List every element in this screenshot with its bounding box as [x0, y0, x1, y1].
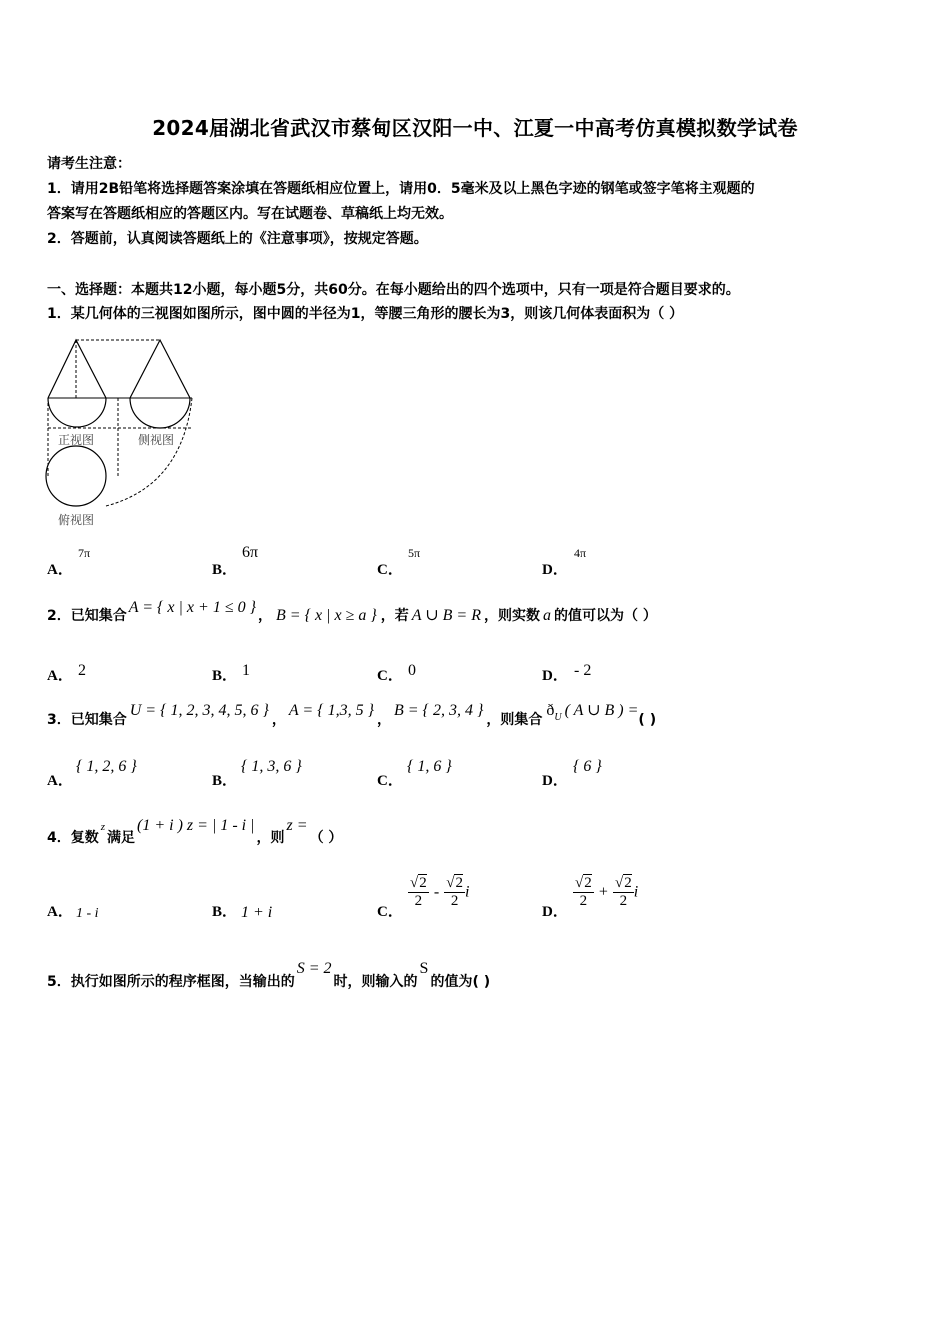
- side-semicircle: [130, 398, 190, 428]
- q3-set-u: U = { 1, 2, 3, 4, 5, 6 }: [129, 702, 269, 719]
- notice-line-2: 2．答题前，认真阅读答题纸上的《注意事项》，按规定答题。: [47, 231, 428, 247]
- q2-line: [47, 599, 657, 625]
- q4-option-b-value: 1 + i: [241, 904, 273, 921]
- q3-option-b-value: { 1, 3, 6 }: [241, 758, 302, 775]
- q2-option-d-value: - 2: [574, 662, 592, 679]
- q1-option-a[interactable]: A．: [47, 562, 73, 578]
- front-triangle: [48, 340, 106, 398]
- q3-option-c-value: { 1, 6 }: [407, 758, 452, 775]
- page-title: 2024届湖北省武汉市蔡甸区汉阳一中、江夏一中高考仿真模拟数学试卷: [152, 116, 798, 140]
- q3-option-b[interactable]: B．: [212, 773, 238, 789]
- q1-option-d-value: 4π: [574, 546, 587, 560]
- q3-option-d-value: { 6 }: [573, 758, 602, 775]
- q2-set-b: B = { x | x ≥ a }: [276, 607, 377, 624]
- q4-option-b[interactable]: B．: [212, 904, 238, 920]
- q4-pre: 4．复数: [47, 830, 99, 846]
- q4-mid: 满足: [107, 830, 136, 846]
- q3-option-d[interactable]: D．: [542, 773, 568, 789]
- front-semicircle: [48, 398, 106, 427]
- q2-mid: ，若: [380, 608, 409, 624]
- q2-option-b-value: 1: [242, 662, 250, 679]
- q4-option-d-value: [573, 874, 638, 910]
- q5-var: S: [419, 960, 429, 977]
- q5-end: 的值为( ): [430, 974, 491, 990]
- imag-unit: i: [464, 883, 470, 901]
- q4-option-c[interactable]: C．: [377, 904, 403, 920]
- notice-line-1: 1．请用2B铅笔将选择题答案涂填在答题纸相应位置上，请用0．5毫米及以上黑色字迹的钢笔或签字笔将主观题的: [47, 181, 755, 197]
- q4-line: [47, 815, 343, 846]
- q5-mid: 时，则输入的: [333, 974, 418, 990]
- q1-option-a-value: 7π: [78, 546, 91, 560]
- top-circle: [46, 446, 106, 506]
- q3-option-a-value: { 1, 2, 6 }: [76, 758, 137, 775]
- three-view-figure: [42, 336, 202, 531]
- q2-end: 的值可以为（ ）: [554, 608, 657, 624]
- q2-option-a-value: 2: [78, 662, 86, 679]
- plus-sign: +: [598, 883, 608, 901]
- q2-comma: ，: [258, 608, 273, 624]
- side-triangle: [130, 340, 190, 398]
- q4-end: （ ）: [309, 830, 343, 846]
- notice-heading: 请考生注意：: [47, 156, 131, 172]
- q2-var: a: [543, 607, 551, 624]
- q1-text: 1．某几何体的三视图如图所示，图中圆的半径为1，等腰三角形的腰长为3，则该几何体表面积为（ ）: [47, 306, 684, 322]
- q3-sep-1: ，: [271, 712, 286, 728]
- q2-option-b[interactable]: B．: [212, 668, 238, 684]
- label-front: 正视图: [58, 433, 95, 447]
- q3-set-b: B = { 2, 3, 4 }: [393, 702, 484, 719]
- q2-option-c[interactable]: C．: [377, 668, 403, 684]
- q2-option-a[interactable]: A．: [47, 668, 73, 684]
- q1-option-b[interactable]: B．: [212, 562, 238, 578]
- arc-dash: [106, 398, 192, 506]
- q4-post: ，则: [256, 830, 285, 846]
- q1-option-d[interactable]: D．: [542, 562, 568, 578]
- minus-sign: -: [433, 883, 440, 901]
- q1-option-c-value: 5π: [408, 546, 421, 560]
- q2-option-c-value: 0: [408, 662, 416, 679]
- q2-set-a: A = { x | x + 1 ≤ 0 }: [128, 599, 257, 616]
- frac-3: $\frac{√2}{2}$: [575, 875, 592, 909]
- frac-1: $\frac{√2}{2}$: [410, 875, 427, 909]
- q4-option-d[interactable]: D．: [542, 904, 568, 920]
- q3-complement: ð: [546, 702, 555, 719]
- q4-eq2: z =: [286, 817, 308, 834]
- q3-line: [47, 700, 657, 728]
- q2-pre: 2．已知集合: [47, 608, 127, 624]
- frac-2: $\frac{√2}{2}$: [446, 875, 463, 909]
- q4-eq: (1 + i ) z = | 1 - i |: [137, 817, 255, 834]
- q3-expr: ( A ∪ B ) =: [564, 702, 639, 719]
- q3-pre: 3．已知集合: [47, 712, 127, 728]
- q2-post: ，则实数: [484, 608, 540, 624]
- q3-set-a: A = { 1,3, 5 }: [288, 702, 374, 719]
- q3-end: ( ): [638, 712, 657, 728]
- q2-option-d[interactable]: D．: [542, 668, 568, 684]
- q3-option-c[interactable]: C．: [377, 773, 403, 789]
- q3-option-a[interactable]: A．: [47, 773, 73, 789]
- q4-var: z: [100, 821, 106, 833]
- q5-pre: 5．执行如图所示的程序框图，当输出的: [47, 974, 295, 990]
- q1-option-c[interactable]: C．: [377, 562, 403, 578]
- frac-4: $\frac{√2}{2}$: [614, 875, 632, 909]
- q5-eq: S = 2: [296, 960, 332, 977]
- q1-option-b-value: 6π: [242, 544, 259, 561]
- q2-cond: A ∪ B = R: [411, 607, 481, 624]
- q3-post: ，则集合: [486, 712, 543, 728]
- imag-unit-2: i: [633, 883, 639, 901]
- notice-line-1b: 答案写在答题纸相应的答题区内。写在试题卷、草稿纸上均无效。: [47, 206, 453, 222]
- q4-option-a[interactable]: A．: [47, 904, 73, 920]
- q4-option-c-value: [408, 874, 469, 910]
- q4-option-a-value: 1 - i: [76, 906, 99, 921]
- q3-sub: U: [554, 712, 562, 723]
- label-side: 侧视图: [138, 433, 175, 447]
- label-top: 俯视图: [58, 513, 95, 527]
- q3-sep-2: ，: [376, 712, 391, 728]
- section-heading: 一、选择题：本题共12小题，每小题5分，共60分。在每小题给出的四个选项中，只有一项是符合题目要求的。: [47, 282, 740, 298]
- q5-line: [47, 958, 491, 990]
